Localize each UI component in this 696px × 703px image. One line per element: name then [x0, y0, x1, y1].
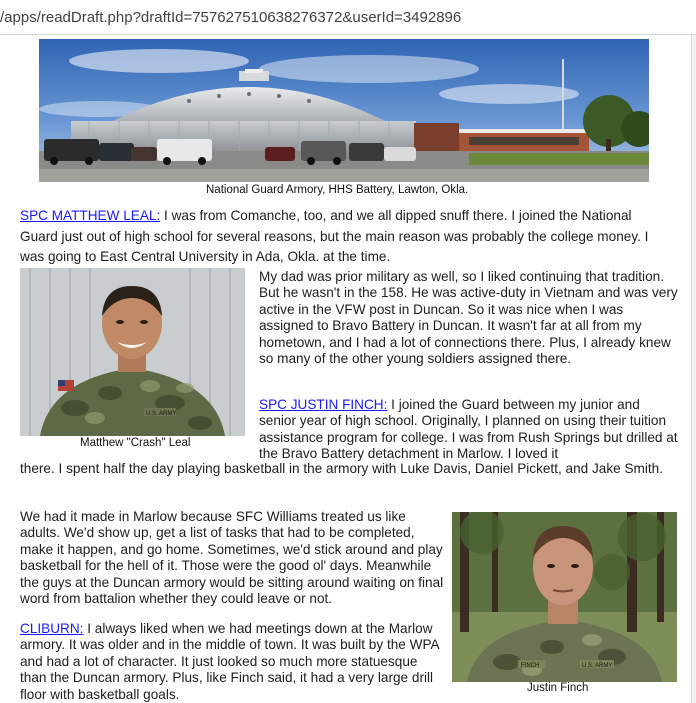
leal-photo: [20, 268, 245, 436]
armory-illustration: [39, 39, 649, 182]
leal-caption: Matthew "Crash" Leal: [80, 437, 191, 449]
leal-portrait: [20, 268, 245, 436]
finch-name-link[interactable]: SPC JUSTIN FINCH:: [259, 397, 388, 412]
cliburn-name-link[interactable]: CLIBURN:: [20, 621, 84, 636]
finch-uniform-tape: U.S. ARMY: [582, 663, 613, 669]
marlow-paragraph: We had it made in Marlow because SFC Williams treated us like adults. We'd show up, get a list of tasks that had to be completed, make it happen, and go home. Sometimes, we'd stick around and play basketball for the hell of it. Those were the good ol' days. Meanwhile the guys at the Duncan armory would be sitting around waiting on final word from battalion whether they could leave or not.: [20, 509, 444, 607]
finch-photo: [452, 512, 677, 682]
finch-paragraph-intro: [259, 397, 679, 463]
finch-intro-text: I joined the Guard between my junior and senior year of high school. Originally, I planned on using their tuition assistance program for college. I was from Rush Springs but drilled at the Bravo Battery detachment in Marlow. I loved it: [259, 397, 678, 462]
leal-intro-text: I was from Comanche, too, and we all dipped snuff there. I joined the National Guard just out of high school for several reasons, but the main reason was probably the college money. I was going to East Central University in Ada, Okla. at the time.: [20, 208, 649, 264]
cliburn-paragraph: [20, 621, 445, 703]
finch-paragraph-continued: there. I spent half the day playing basketball in the armory with Luke Davis, Daniel Pickett, and Jake Smith.: [20, 461, 664, 476]
address-bar[interactable]: [0, 0, 696, 35]
leal-name-link[interactable]: SPC MATTHEW LEAL:: [20, 208, 161, 223]
leal-uniform-tape: U.S. ARMY: [146, 411, 177, 417]
finch-name-tape: FINCH: [521, 663, 540, 669]
hero-caption: National Guard Armory, HHS Battery, Lawton, Okla.: [206, 184, 469, 196]
finch-portrait: [452, 512, 677, 682]
cliburn-text: I always liked when we had meetings down at the Marlow armory. It was older and in the middle of town. It was built by the WPA and had a lot of character. It just looked so much more statuesque than the Duncan armory. Plus, like Finch said, it had a very large drill floor with basketball goals.: [20, 621, 439, 702]
finch-caption: Justin Finch: [527, 682, 589, 694]
url-text[interactable]: /apps/readDraft.php?draftId=757627510638276372&userId=3492896: [0, 9, 462, 26]
leal-paragraph-intro: [20, 206, 662, 268]
leal-paragraph-2: My dad was prior military as well, so I liked continuing that tradition. But he wasn't in the 158. He was active-duty in Vietnam and was very active in the VFW post in Duncan. So it was nice when I was assigned to Bravo Battery in Duncan. It wasn't far at all from my hometown, and I had a lot of connections there. Plus, I already knew so many of the other young soldiers assigned there.: [259, 269, 678, 367]
scrollbar-track[interactable]: [691, 35, 696, 703]
armory-photo: [39, 39, 649, 182]
